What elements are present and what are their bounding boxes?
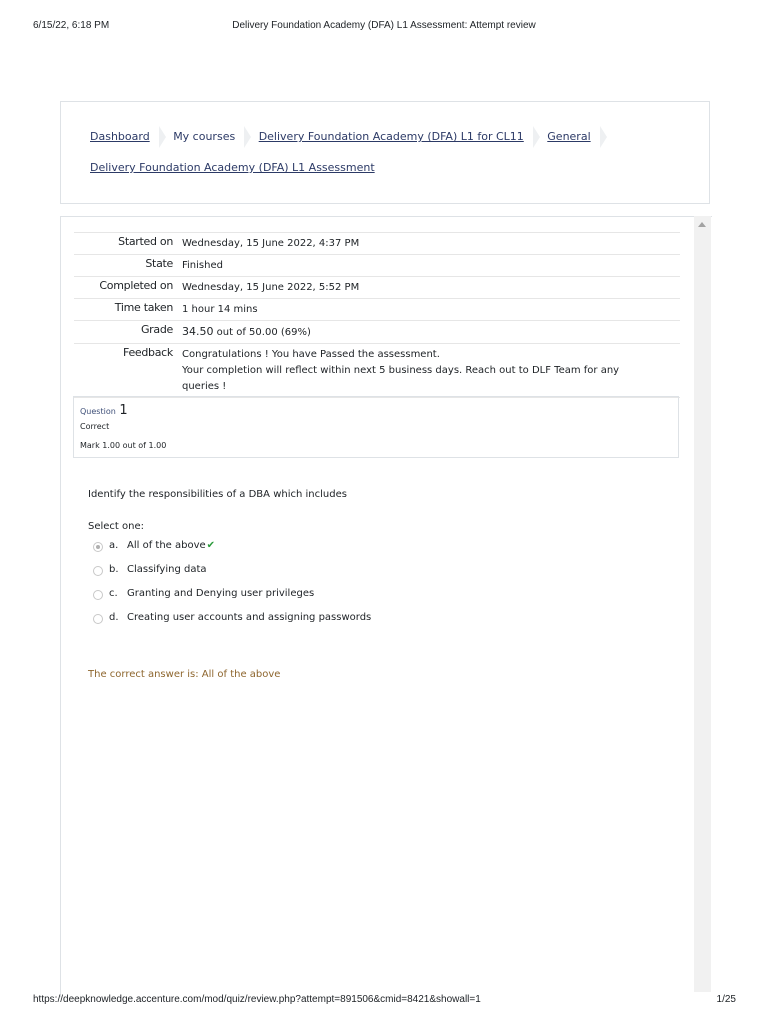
grade-total: out of 50.00 (69%) — [213, 327, 311, 338]
time-taken-label: Time taken — [114, 301, 173, 314]
summary-row-started — [74, 232, 680, 254]
radio-icon[interactable] — [93, 542, 103, 552]
radio-icon[interactable] — [93, 614, 103, 624]
option-text: Creating user accounts and assigning passwords — [127, 612, 372, 623]
grade-score: 34.50 — [182, 325, 214, 338]
feedback-line-3: queries ! — [182, 381, 227, 392]
started-on-value: Wednesday, 15 June 2022, 4:37 PM — [182, 238, 360, 249]
state-label: State — [145, 257, 173, 270]
page-count: 1/25 — [716, 994, 736, 1005]
print-title: Delivery Foundation Academy (DFA) L1 Assessment: Attempt review — [232, 20, 536, 31]
option-text: Classifying data — [127, 564, 207, 575]
scroll-up-arrow-icon[interactable] — [698, 222, 706, 227]
summary-row-feedback — [74, 343, 680, 398]
summary-row-state — [74, 254, 680, 276]
feedback-line-2: Your completion will reflect within next 5 business days. Reach out to DLF Team for any — [182, 365, 620, 376]
option-letter: b. — [109, 564, 119, 575]
summary-row-time — [74, 298, 680, 320]
option-letter: a. — [109, 540, 119, 551]
correct-check-icon: ✔ — [206, 540, 216, 551]
select-one-prompt: Select one: — [88, 521, 145, 532]
breadcrumb-dashboard[interactable]: Dashboard — [90, 130, 150, 143]
radio-icon[interactable] — [93, 566, 103, 576]
print-header — [0, 14, 768, 34]
question-state: Correct — [80, 422, 110, 431]
question-number-value: 1 — [119, 403, 128, 418]
state-value: Finished — [182, 260, 223, 271]
summary-row-completed — [74, 276, 680, 298]
grade-value — [182, 321, 680, 343]
summary-row-grade — [74, 320, 680, 343]
question-number: Question 1 — [80, 403, 128, 418]
feedback-line-1: Congratulations ! You have Passed the assessment. — [182, 349, 440, 360]
breadcrumb-course[interactable]: Delivery Foundation Academy (DFA) L1 for CL11 — [259, 130, 524, 143]
question-text: Identify the responsibilities of a DBA which includes — [88, 489, 347, 500]
question-info-box — [73, 396, 679, 458]
breadcrumb — [60, 101, 710, 204]
print-url: https://deepknowledge.accenture.com/mod/quiz/review.php?attempt=891506&cmid=8421&showall=1 — [33, 994, 481, 1005]
print-datetime: 6/15/22, 6:18 PM — [33, 20, 110, 31]
time-taken-value: 1 hour 14 mins — [182, 304, 258, 315]
attempt-summary-table — [74, 232, 680, 398]
question-mark: Mark 1.00 out of 1.00 — [80, 441, 167, 450]
started-on-label: Started on — [118, 235, 173, 248]
option-text: All of the above✔ — [127, 540, 216, 551]
radio-icon[interactable] — [93, 590, 103, 600]
breadcrumb-my-courses[interactable]: My courses — [173, 130, 235, 143]
completed-on-value: Wednesday, 15 June 2022, 5:52 PM — [182, 282, 360, 293]
option-text: Granting and Denying user privileges — [127, 588, 315, 599]
breadcrumb-general[interactable]: General — [547, 130, 590, 143]
breadcrumb-assessment[interactable]: Delivery Foundation Academy (DFA) L1 Assessment — [90, 161, 375, 174]
option-letter: d. — [109, 612, 119, 623]
correct-answer-feedback: The correct answer is: All of the above — [88, 669, 281, 680]
scrollbar[interactable] — [694, 216, 711, 992]
feedback-value — [182, 344, 680, 397]
option-letter: c. — [109, 588, 118, 599]
completed-on-label: Completed on — [99, 279, 173, 292]
grade-label: Grade — [140, 323, 173, 336]
feedback-label: Feedback — [123, 346, 173, 359]
